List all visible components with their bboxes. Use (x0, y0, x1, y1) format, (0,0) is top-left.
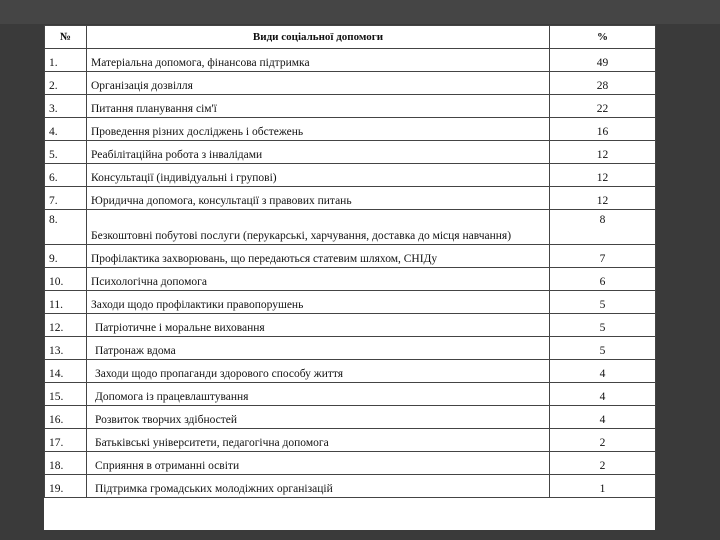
row-assistance-type: Психологічна допомога (87, 268, 550, 291)
social-assistance-table (44, 25, 656, 498)
row-percent: 8 (550, 210, 656, 245)
row-number: 4. (45, 118, 87, 141)
table-row (45, 314, 656, 337)
row-number: 5. (45, 141, 87, 164)
header-assistance-type: Види соціальної допомоги (87, 26, 550, 49)
table-row (45, 268, 656, 291)
row-number: 8. (45, 210, 87, 245)
row-percent: 12 (550, 141, 656, 164)
row-number: 10. (45, 268, 87, 291)
row-number: 17. (45, 429, 87, 452)
table-row (45, 72, 656, 95)
row-assistance-type: Питання планування сім'ї (87, 95, 550, 118)
row-number: 16. (45, 406, 87, 429)
row-assistance-type: Допомога із працевлаштування (87, 383, 550, 406)
row-percent: 12 (550, 187, 656, 210)
row-number: 12. (45, 314, 87, 337)
row-assistance-type: Патронаж вдома (87, 337, 550, 360)
table-row (45, 141, 656, 164)
header-percent: % (550, 26, 656, 49)
row-percent: 6 (550, 268, 656, 291)
row-percent: 1 (550, 475, 656, 498)
table-row (45, 429, 656, 452)
row-assistance-type: Підтримка громадських молодіжних організацій (87, 475, 550, 498)
row-number: 14. (45, 360, 87, 383)
row-percent: 2 (550, 452, 656, 475)
table-row (45, 406, 656, 429)
row-assistance-type: Матеріальна допомога, фінансова підтримка (87, 49, 550, 72)
row-assistance-type: Розвиток творчих здібностей (87, 406, 550, 429)
row-percent: 22 (550, 95, 656, 118)
row-percent: 12 (550, 164, 656, 187)
header-number: № (45, 26, 87, 49)
row-percent: 2 (550, 429, 656, 452)
row-assistance-type: Проведення різних досліджень і обстежень (87, 118, 550, 141)
row-percent: 7 (550, 245, 656, 268)
row-assistance-type: Профілактика захворювань, що передаються статевим шляхом, СНІДу (87, 245, 550, 268)
table-row (45, 187, 656, 210)
row-assistance-type: Заходи щодо профілактики правопорушень (87, 291, 550, 314)
row-assistance-type: Сприяння в отриманні освіти (87, 452, 550, 475)
row-percent: 28 (550, 72, 656, 95)
row-percent: 49 (550, 49, 656, 72)
table-row (45, 95, 656, 118)
row-number: 9. (45, 245, 87, 268)
table-header-row (45, 26, 656, 49)
table-row (45, 245, 656, 268)
row-number: 7. (45, 187, 87, 210)
row-assistance-type: Батьківські університети, педагогічна допомога (87, 429, 550, 452)
row-number: 3. (45, 95, 87, 118)
table-row (45, 383, 656, 406)
table-row (45, 210, 656, 245)
row-percent: 4 (550, 383, 656, 406)
row-number: 19. (45, 475, 87, 498)
row-percent: 5 (550, 314, 656, 337)
table-row (45, 291, 656, 314)
row-percent: 4 (550, 406, 656, 429)
row-percent: 5 (550, 291, 656, 314)
table-row (45, 337, 656, 360)
row-percent: 5 (550, 337, 656, 360)
table-row (45, 164, 656, 187)
row-percent: 16 (550, 118, 656, 141)
row-assistance-type: Організація дозвілля (87, 72, 550, 95)
row-assistance-type: Патріотичне і моральне виховання (87, 314, 550, 337)
table-row (45, 49, 656, 72)
row-number: 18. (45, 452, 87, 475)
row-assistance-type: Реабілітаційна робота з інвалідами (87, 141, 550, 164)
row-number: 6. (45, 164, 87, 187)
document-sheet (44, 25, 655, 530)
table-row (45, 118, 656, 141)
table-row (45, 475, 656, 498)
slide-top-band (0, 0, 720, 24)
row-number: 15. (45, 383, 87, 406)
row-number: 2. (45, 72, 87, 95)
table-row (45, 452, 656, 475)
row-number: 1. (45, 49, 87, 72)
row-assistance-type: Безкоштовні побутові послуги (перукарські, харчування, доставка до місця навчання) (87, 210, 550, 245)
row-number: 11. (45, 291, 87, 314)
row-assistance-type: Юридична допомога, консультації з правових питань (87, 187, 550, 210)
row-assistance-type: Консультації (індивідуальні і групові) (87, 164, 550, 187)
row-assistance-type: Заходи щодо пропаганди здорового способу життя (87, 360, 550, 383)
row-percent: 4 (550, 360, 656, 383)
row-number: 13. (45, 337, 87, 360)
table-row (45, 360, 656, 383)
